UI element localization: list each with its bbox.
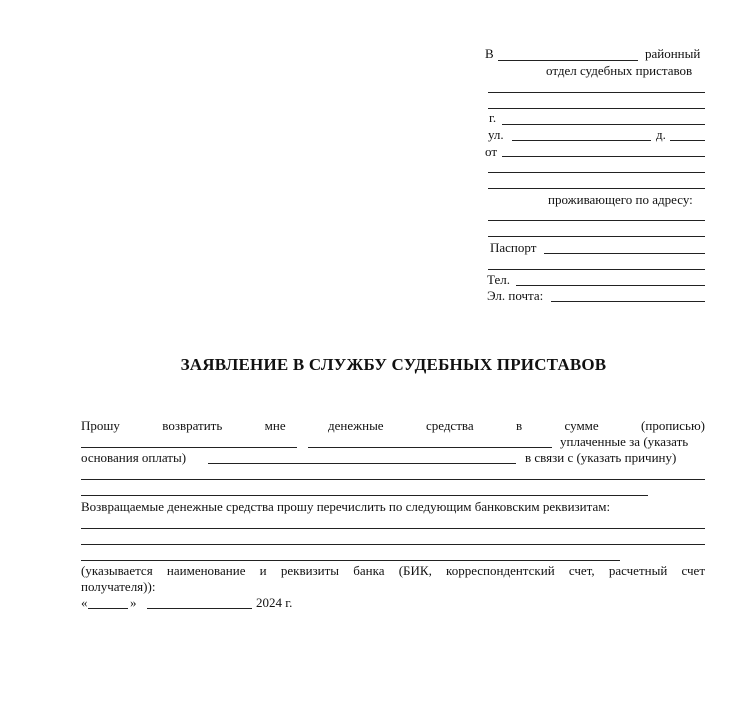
reason-line-1[interactable] <box>81 479 705 480</box>
year-text: 2024 г. <box>256 595 293 610</box>
word: мне <box>264 418 286 433</box>
street-field[interactable] <box>512 140 651 141</box>
passport-label: Паспорт <box>490 240 537 255</box>
payment-basis-field[interactable] <box>208 463 516 464</box>
word: (прописью) <box>641 418 705 433</box>
word: денежные <box>328 418 384 433</box>
bank-note-line-2: получателя)): <box>81 579 156 594</box>
word: в <box>516 418 523 433</box>
reason-text: в связи с (указать причину) <box>525 450 677 465</box>
department-label: отдел судебных приставов <box>546 63 693 78</box>
bank-note-line-1: (указывается наименование и реквизиты банка (БИК, корреспондентский счет, расчетный счет <box>81 563 705 578</box>
city-label: г. <box>489 110 497 125</box>
bank-details-line-3[interactable] <box>81 560 620 561</box>
date-quote-open: « <box>81 595 88 610</box>
from-label: от <box>485 144 498 159</box>
passport-line-2[interactable] <box>488 269 705 270</box>
paid-for-text: уплаченные за (указать <box>560 434 689 449</box>
email-field[interactable] <box>551 301 705 302</box>
amount-words-field-2[interactable] <box>308 447 552 448</box>
word: возвратить <box>162 418 223 433</box>
passport-field[interactable] <box>544 253 705 254</box>
month-field[interactable] <box>147 608 252 609</box>
applicant-line-2[interactable] <box>488 172 705 173</box>
bank-details-line-2[interactable] <box>81 544 705 545</box>
date-quote-close: » <box>130 595 137 610</box>
applicant-name-field[interactable] <box>502 156 705 157</box>
refund-text: Возвращаемые денежные средства прошу перечислить по следующим банковским реквизитам: <box>81 499 611 514</box>
phone-label: Тел. <box>487 272 510 287</box>
basis-text: основания оплаты) <box>81 450 187 465</box>
word: сумме <box>564 418 599 433</box>
request-line-1 <box>81 418 705 433</box>
phone-field[interactable] <box>516 285 705 286</box>
address-line-1[interactable] <box>488 92 705 93</box>
addressee-prefix: В <box>485 46 494 61</box>
bailiff-region-field[interactable] <box>498 60 638 61</box>
email-label: Эл. почта: <box>487 288 544 303</box>
city-field[interactable] <box>502 124 705 125</box>
house-field[interactable] <box>670 140 705 141</box>
amount-words-field[interactable] <box>81 447 297 448</box>
bank-details-line-1[interactable] <box>81 528 705 529</box>
day-field[interactable] <box>88 608 128 609</box>
residence-line-2[interactable] <box>488 236 705 237</box>
reason-line-2[interactable] <box>81 495 648 496</box>
district-label: районный <box>645 46 701 61</box>
street-label: ул. <box>488 127 504 142</box>
residence-line-1[interactable] <box>488 220 705 221</box>
word: средства <box>425 418 474 433</box>
word: Прошу <box>81 418 120 433</box>
document-title: ЗАЯВЛЕНИЕ В СЛУЖБУ СУДЕБНЫХ ПРИСТАВОВ <box>180 355 607 374</box>
address-line-2[interactable] <box>488 108 705 109</box>
residing-label: проживающего по адресу: <box>548 192 693 207</box>
house-label: д. <box>656 127 666 142</box>
applicant-line-3[interactable] <box>488 188 705 189</box>
